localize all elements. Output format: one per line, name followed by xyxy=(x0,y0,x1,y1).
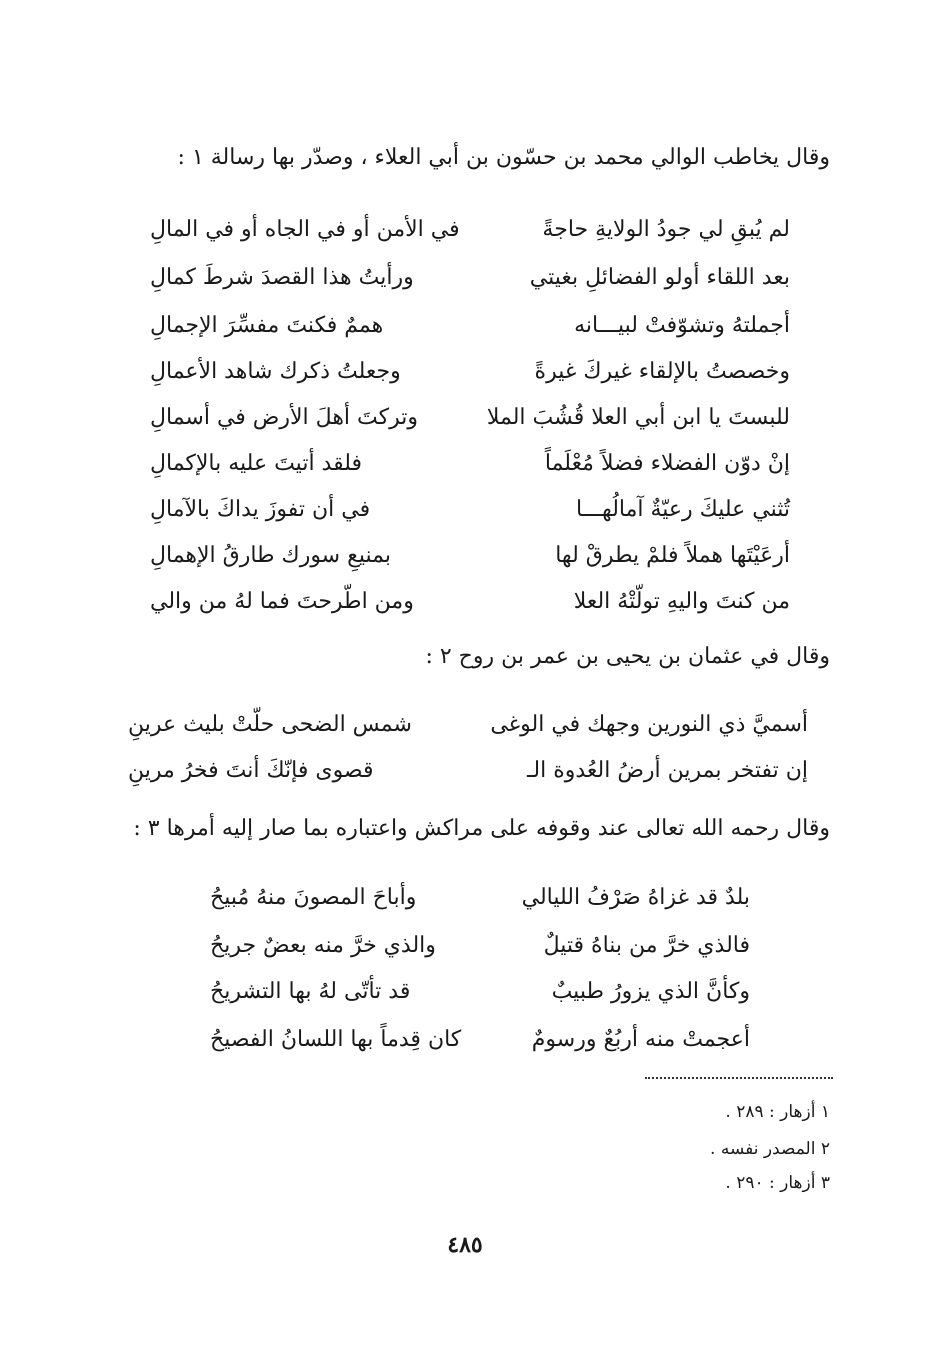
hemistich-first: أسميَّ ذي النورين وجهك في الوغى xyxy=(490,712,808,737)
hemistich-second: فلقد أتيتَ عليه بالإكمالِ xyxy=(150,451,363,476)
poem-intro-3: وقال رحمه الله تعالى عند وقوفه على مراكش واعتباره بما صار إليه أمرها ٣ : xyxy=(133,816,830,841)
hemistich-first: وخصصتُ بالإلقاء غيركَ غيرةً xyxy=(534,359,790,384)
hemistich-first: إنْ دوّن الفضلاء فضلاً مُعْلَماً xyxy=(544,451,790,476)
verse-line xyxy=(210,926,750,974)
hemistich-second: في أن تفوزَ يداكَ بالآمالِ xyxy=(150,497,371,522)
verse-line xyxy=(150,490,790,538)
footnote-3: ٣ أزهار : ٢٩٠ . xyxy=(725,1173,830,1193)
hemistich-second: وأباحَ المصونَ منهُ مُبيحُ xyxy=(210,885,417,910)
verse-line xyxy=(210,1020,750,1068)
verse-line xyxy=(150,582,790,630)
hemistich-second: بمنيعِ سورك طارقُ الإهمالِ xyxy=(150,543,391,568)
verse-line xyxy=(150,306,790,354)
hemistich-first: أرعَيْتَها هملاً فلمْ يطرقْ لها xyxy=(555,543,790,568)
page-number: ٤٨٥ xyxy=(447,1232,483,1258)
hemistich-second: والذي خرَّ منه بعضٌ جريحُ xyxy=(210,933,436,958)
poem-intro-1: وقال يخاطب الوالي محمد بن حسّون بن أبي العلاء ، وصدّر بها رسالة ١ : xyxy=(177,145,830,170)
verse-line xyxy=(210,878,750,926)
verse-line xyxy=(150,210,790,258)
hemistich-first: للبستَ يا ابن أبي العلا قُشُبَ الملا xyxy=(486,405,790,430)
verse-line xyxy=(128,751,808,799)
verse-line xyxy=(150,444,790,492)
footnote-2: ٢ المصدر نفسه . xyxy=(710,1139,830,1159)
hemistich-second: قصوى فإنّكَ أنتَ فخرُ مرينِ xyxy=(128,758,374,783)
verse-line xyxy=(150,398,790,446)
hemistich-second: قد تأتّى لهُ بها التشريحُ xyxy=(210,979,411,1004)
hemistich-first: إن تفتخر بمرين أرضُ العُدوة الـ xyxy=(526,758,808,783)
hemistich-second: هممٌ فكنتَ مفسِّرَ الإجمالِ xyxy=(150,313,384,338)
hemistich-first: لم يُبقِ لي جودُ الولايةِ حاجةً xyxy=(542,217,790,242)
hemistich-first: وكأنَّ الذي يزورُ طبيبٌ xyxy=(551,979,750,1004)
hemistich-first: بلدٌ قد غزاهُ صَرْفُ الليالي xyxy=(521,885,750,910)
hemistich-first: تُثني عليكَ رعيّةٌ آمالُهـــا xyxy=(576,497,790,522)
verse-line xyxy=(210,972,750,1020)
hemistich-second: ومن اطّرحتَ فما لهُ من والي xyxy=(150,589,414,614)
hemistich-first: فالذي خرَّ من بناهُ قتيلٌ xyxy=(543,933,750,958)
hemistich-second: في الأمن أو في الجاه أو في المالِ xyxy=(150,217,460,242)
hemistich-second: ورأيتُ هذا القصدَ شرطَ كمالِ xyxy=(150,265,414,290)
verse-line xyxy=(150,258,790,306)
verse-line xyxy=(150,352,790,400)
verse-line xyxy=(150,536,790,584)
hemistich-first: أعجمتْ منه أربُعٌ ورسومٌ xyxy=(531,1027,750,1052)
hemistich-first: بعد اللقاء أولو الفضائلِ بغيتي xyxy=(529,265,790,290)
footnote-divider xyxy=(645,1077,833,1079)
poem-intro-2: وقال في عثمان بن يحيى بن عمر بن روح ٢ : xyxy=(425,644,830,669)
hemistich-first: من كنتَ واليهِ تولّتْهُ العلا xyxy=(573,589,790,614)
footnote-1: ١ أزهار : ٢٨٩ . xyxy=(725,1102,830,1122)
hemistich-second: شمس الضحى حلّتْ بليث عرينِ xyxy=(128,712,412,737)
hemistich-first: أجملتهُ وتشوّفتْ لبيـــانه xyxy=(574,313,790,338)
hemistich-second: وتركتَ أهلَ الأرض في أسمالِ xyxy=(150,405,418,430)
hemistich-second: كان قِدماً بها اللسانُ الفصيحُ xyxy=(210,1027,462,1052)
verse-line xyxy=(128,705,808,753)
hemistich-second: وجعلتُ ذكرك شاهد الأعمالِ xyxy=(150,359,401,384)
